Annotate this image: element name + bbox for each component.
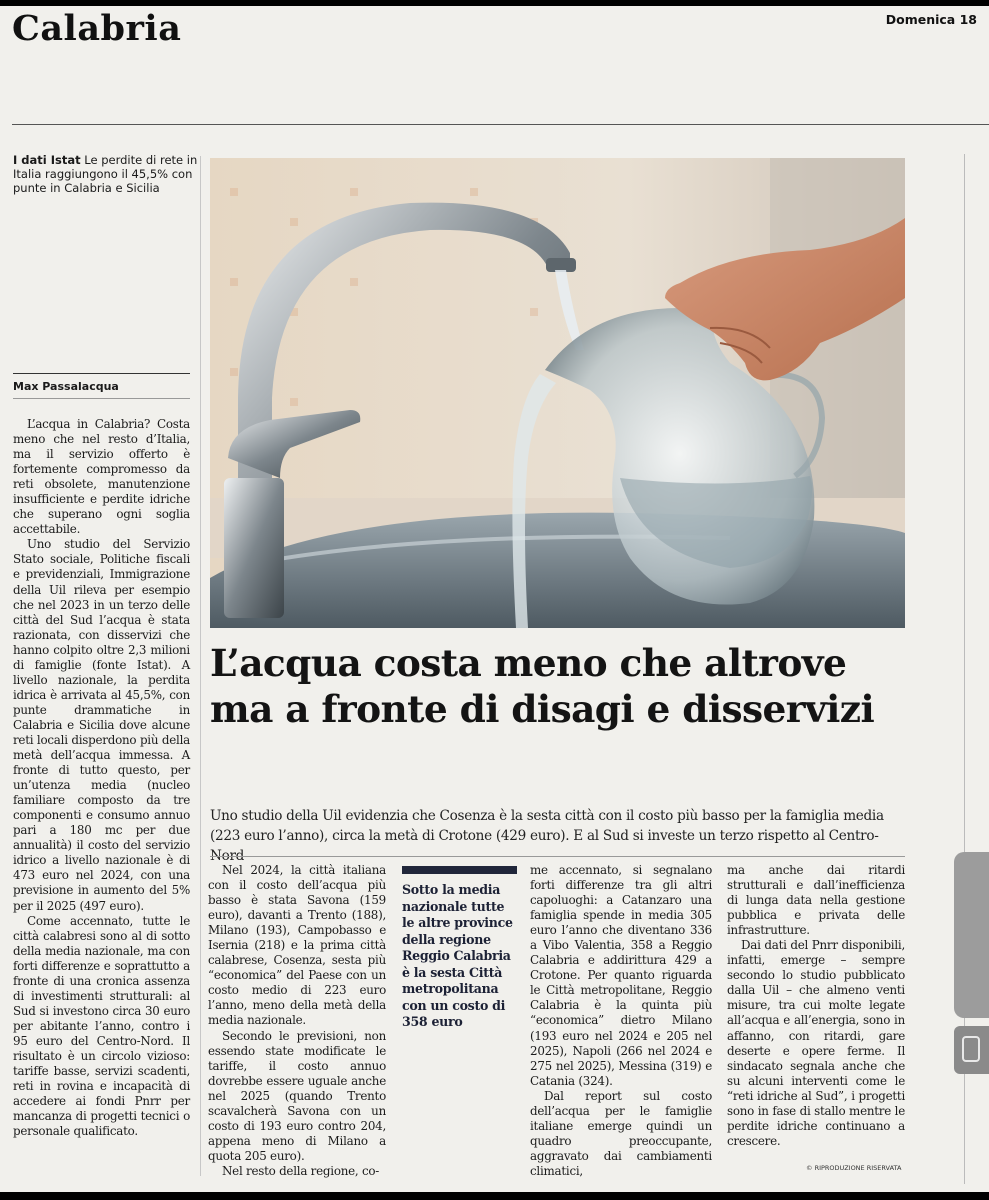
headline-line-1: L’acqua costa meno che altrove — [210, 641, 847, 685]
paragraph: Secondo le previsioni, non essendo state modificate le tariffe, il costo annuo dovrebbe essere uguale anche nel 2025 (quando Trento scavalcherà Savona con un costo di 193 euro contro 204, appena meno di Milano a quota 205 euro). — [208, 1028, 386, 1163]
headline-line-2: ma a fronte di disagi e disservizi — [210, 687, 875, 731]
pullquote: Sotto la media nazionale tutte le altre province della regione Reggio Calabria è la sesta Città metropolitana con un costo di 358 euro — [402, 882, 513, 1029]
paragraph: L’acqua in Calabria? Costa meno che nel resto d’Italia, ma il servizio offerto è fortemente compromesso da reti obsolete, manutenzione insufficiente e perdite idriche che superano ogni soglia accettabile. — [13, 417, 190, 537]
standfirst-rule — [210, 856, 905, 857]
issue-date: Domenica 18 — [885, 12, 977, 27]
side-summary — [13, 153, 198, 195]
faucet-pouring-water-image — [210, 158, 905, 628]
article-column-3 — [530, 863, 712, 1179]
pullquote-box — [402, 866, 517, 1031]
paragraph: Dai dati del Pnrr disponibili, infatti, emerge – sempre secondo lo studio pubblicato dalla Uil – che almeno venti misure, tra cui molte legate all’acqua e all’energia, sono in affanno, con ritardi, gare deserte e opere ferme. Il sindacato segnala anche che su alcuni interventi come le “reti idriche al Sud”, i progetti sono in fase di stallo mentre le perdite idriche continuano a crescere. — [727, 938, 905, 1148]
paragraph: ma anche dai ritardi strutturali e dall’inefficienza di lunga data nella gestione pubblica e privata delle infrastrutture. — [727, 863, 905, 938]
paragraph: Nel 2024, la città italiana con il costo dell’acqua più basso è stata Savona (159 euro), davanti a Trento (188), Milano (193), Campobasso e Isernia (218) e la prima città calabrese, Cosenza, sesta più “economica” del Paese con un costo medio di 223 euro l’anno, meno della metà della media nazionale. — [208, 863, 386, 1028]
paragraph: me accennato, si segnalano forti differenze tra gli altri capoluoghi: a Catanzaro una famiglia spende in media 305 euro l’anno che diventano 336 a Vibo Valentia, 358 a Reggio Calabria e addirittura 429 a Crotone. Per quanto riguarda le Città metropolitane, Reggio Calabria è la quinta più “economica” dietro Milano (193 euro nel 2024 e 205 nel 2025), Napoli (266 nel 2024 e 275 nel 2025), Messina (319) e Catania (324). — [530, 863, 712, 1088]
summary-label: I dati Istat — [13, 153, 81, 167]
paragraph: Nel resto della regione, co- — [222, 1163, 380, 1178]
byline: Max Passalacqua — [13, 373, 190, 399]
article-column-2 — [208, 863, 386, 1179]
section-title: Calabria — [12, 8, 182, 49]
article-standfirst: Uno studio della Uil evidenzia che Cosenza è la sesta città con il costo più basso per la famiglia media (223 euro l’anno), circa la metà di Crotone (429 euro). E al Sud si investe un terzo rispetto al Centro-Nord — [210, 808, 884, 864]
copyright-notice: © RIPRODUZIONE RISERVATA — [806, 1164, 902, 1172]
paragraph: Come accennato, tutte le città calabresi sono al di sotto della media nazionale, ma con forti differenze e soprattutto a fronte di una cronica assenza di investimenti strutturali: al Sud si investono circa 30 euro per abitante l’anno, contro i 95 euro del Centro-Nord. Il risultato è un circolo vizioso: tariffe basse, servizi scadenti, reti in rovina e incapacità di accedere ai fondi Pnrr per mancanza di progetti tecnici o personale qualificato. — [13, 913, 190, 1139]
summary-text: Le perdite di rete in Italia raggiungono il 45,5% con punte in Calabria e Sicilia — [13, 153, 198, 195]
article-column-1 — [13, 417, 190, 1139]
viewer-side-tab[interactable] — [954, 852, 989, 1018]
column-divider — [200, 156, 201, 1176]
header-rule — [12, 124, 989, 125]
article-photo — [210, 158, 905, 628]
article-column-4 — [727, 863, 905, 1149]
newspaper-page — [0, 6, 989, 1192]
paragraph: Uno studio del Servizio Stato sociale, Politiche fiscali e previdenziali, Immigrazione della Uil rileva per esempio che nel 2023 in un terzo delle città del Sud l’acqua è stata razionata, con disservizi che hanno colpito oltre 2,3 milioni di famiglie (fonte Istat). A livello nazionale, la perdita idrica è arrivata al 45,5%, con punte drammatiche in Calabria e Sicilia dove alcune reti locali disperdono più della metà dell’acqua immessa. A fronte di tutto questo, per un’utenza media (nucleo familiare composto da tre componenti e consumo annuo pari a 180 mc per due annualità) il costo del servizio idrico a livello nazionale è di 473 euro nel 2024, con una previsione in aumento del 5% per il 2025 (497 euro). — [13, 537, 190, 913]
article-headline — [210, 640, 910, 732]
viewer-page-button[interactable] — [954, 1026, 989, 1074]
page-icon — [962, 1036, 980, 1062]
paragraph: Dal report sul costo dell’acqua per le famiglie italiane emerge quindi un quadro preoccupante, aggravato dai cambiamenti climatici, — [530, 1088, 712, 1178]
